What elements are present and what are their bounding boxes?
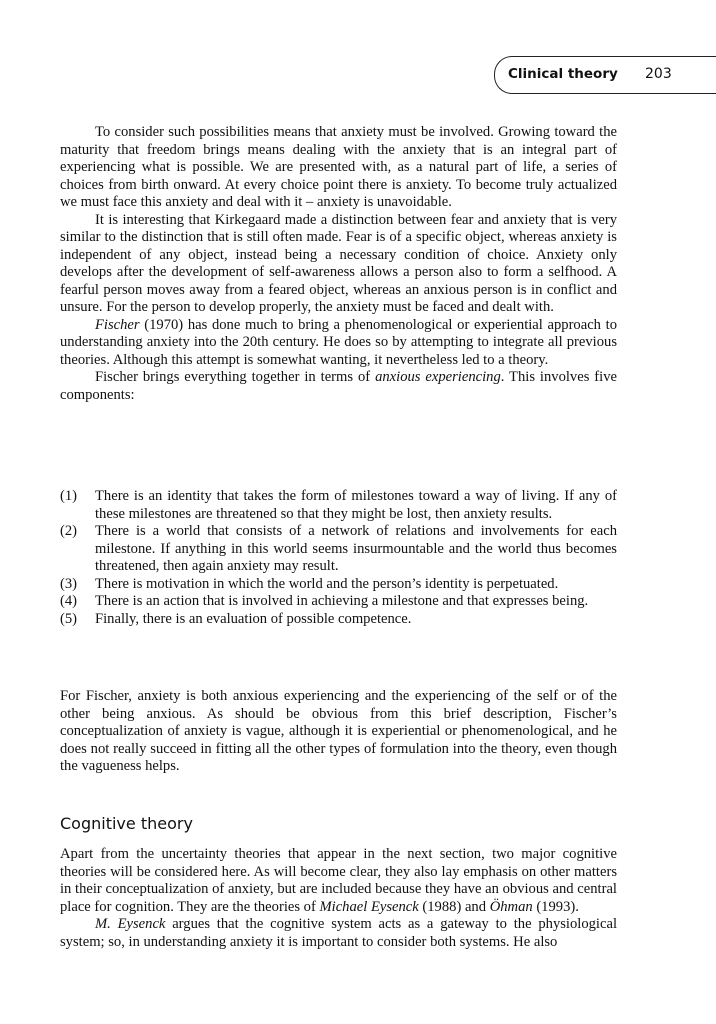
list-item-text: Finally, there is an evaluation of possible competence. [95, 610, 412, 627]
page-number: 203 [645, 66, 672, 82]
list-item [60, 611, 617, 629]
list-item [60, 488, 617, 523]
list-number: (2) [60, 523, 78, 539]
list-number: (1) [60, 488, 78, 504]
running-header-title: Clinical theory [508, 66, 618, 82]
author-name: Michael Eysenck [319, 898, 419, 915]
list-number: (3) [60, 575, 78, 592]
list-item [60, 523, 617, 576]
paragraph-text: Apart from the uncertainty theories that appear in the next section, two major cognitive theories will be considered here. As will become clear, they also lay emphasis on other matters in their conceptualization of anxiety, but are included because they have an obvious and central place for cognition. They are the theories of [60, 846, 617, 915]
list-item-text: There is an identity that takes the form of milestones toward a way of living. If any of these milestones are threatened so that they might be lost, then anxiety results. [95, 488, 617, 522]
author-name: Öhman [489, 898, 533, 915]
text-block-existential [60, 124, 617, 404]
paragraph-kirkegaard: It is interesting that Kirkegaard made a distinction between fear and anxiety that is very similar to the distinction that is still often made. Fear is of a specific object, whereas anxiety is independent of any object, instead being a necessary condition of choice. Anxiety only develops after the development of self-awareness allows a person also to form a selfhood. A fearful person moves away from a feared object, whereas an anxious person is in conflict and unsure. For the person to develop properly, the anxiety must be faced and dealt with. [60, 211, 617, 315]
paragraph-text: (1988) and [418, 898, 490, 915]
paragraph-possibilities: To consider such possibilities means that anxiety must be involved. Growing toward the maturity that freedom brings means dealing with the anxiety that is an integral part of experiencing what is possible. We are presented with, as a natural part of life, a series of choices from birth onward. At every choice point there is anxiety. To become truly actualized we must face this anxiety and deal with it – anxiety is unavoidable. [60, 124, 617, 210]
paragraph-eysenck [60, 916, 617, 951]
text-block-fischer-summary [60, 688, 617, 776]
list-item [60, 576, 617, 594]
section-heading: Cognitive theory [60, 814, 193, 833]
paragraph-fischer-summary: For Fischer, anxiety is both anxious experiencing and the experiencing of the self or of the other being anxious. As should be obvious from this brief description, Fischer’s conceptualization of anxiety is vague, although it is experiential or phenomenological, and he does not really succeed in fitting all the other types of formulation into the theory, even though the vagueness helps. [60, 688, 617, 774]
list-item-text: There is a world that consists of a network of relations and involvements for each milestone. If anything in this world seems insurmountable and the world thus becomes threatened, then again anxiety may result. [95, 523, 617, 574]
paragraph-cognitive-intro [60, 846, 617, 916]
key-term: anxious experiencing [375, 369, 501, 385]
paragraph-text: (1993). [532, 898, 579, 915]
paragraph-text: argues that the cognitive system acts as a gateway to the physiological system; so, in understanding anxiety it is important to consider both systems. He also [60, 916, 617, 950]
list-number: (4) [60, 593, 78, 609]
list-item [60, 593, 617, 611]
text-block-cognitive [60, 846, 617, 951]
list-item-text: There is an action that is involved in achieving a milestone and that expresses being. [95, 593, 589, 609]
paragraph-fischer-intro [60, 317, 617, 370]
paragraph-text: Fischer brings everything together in terms of [95, 369, 376, 385]
paragraph-anxious-experiencing [60, 369, 617, 404]
list-item-text: There is motivation in which the world and the person’s identity is perpetuated. [95, 575, 559, 592]
components-list-block [60, 488, 617, 628]
paragraph-text: (1970) has done much to bring a phenomenological or experiential approach to understanding anxiety into the 20th century. He does so by attempting to integrate all previous theories. Although this attempt is somewhat wanting, it nevertheless led to a theory. [60, 316, 617, 368]
paragraph-text: . This involves five components: [60, 369, 617, 403]
list-number: (5) [60, 610, 78, 627]
author-name: Fischer [95, 316, 140, 333]
running-header [494, 56, 716, 94]
components-list [60, 488, 617, 628]
author-name: M. Eysenck [95, 916, 166, 932]
